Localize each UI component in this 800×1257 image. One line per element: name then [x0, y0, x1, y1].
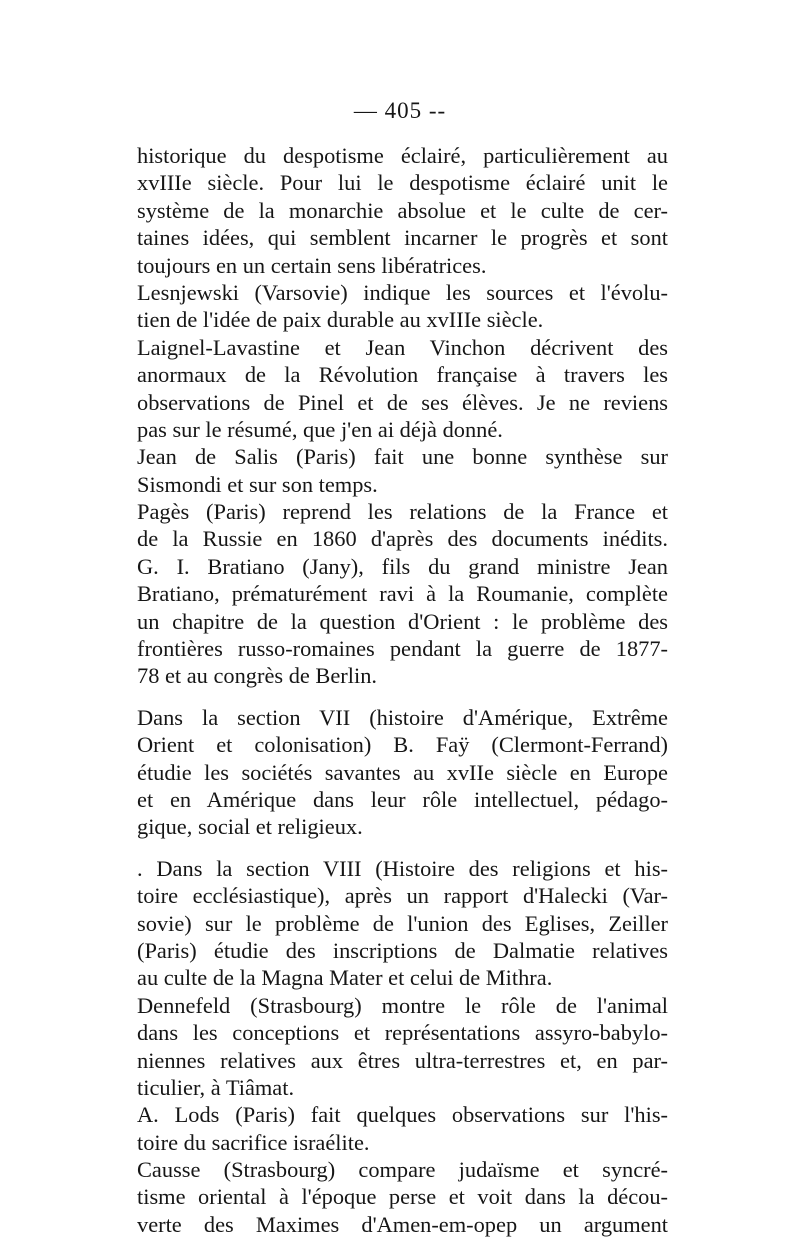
text-line: gique, social et religieux. — [137, 814, 363, 840]
text-line: frontières russo-romaines pendant la guerre de 1877- — [137, 636, 668, 662]
text-line: et en Amérique dans leur rôle intellectuel, pédago- — [137, 786, 668, 812]
text-line: pas sur le résumé, que j'en ai déjà donné. — [137, 416, 503, 442]
text-line: historique du despotisme éclairé, particulièrement au — [137, 143, 668, 168]
text-line: anormaux de la Révolution française à travers les — [137, 362, 668, 388]
text-line: un chapitre de la question d'Orient : le problème des — [137, 608, 668, 634]
text-line: Dans la section VII (histoire d'Amérique, Extrême — [137, 704, 668, 730]
text-line: Causse (Strasbourg) compare judaïsme et syncré- — [137, 1157, 668, 1183]
text-line: au culte de la Magna Mater et celui de Mithra. — [137, 965, 553, 991]
text-line: Pagès (Paris) reprend les relations de la France et — [137, 499, 668, 525]
text-line: toire ecclésiastique), après un rapport d'Halecki (Var- — [137, 883, 668, 909]
text-line: toire du sacrifice israélite. — [137, 1129, 370, 1155]
text-line: xvIIIe siècle. Pour lui le despotisme éclairé unit le — [137, 170, 668, 196]
text-line: 78 et au congrès de Berlin. — [137, 663, 377, 689]
page-number: — 405 -- — [353, 98, 447, 123]
text-line: ticulier, à Tiâmat. — [137, 1074, 295, 1100]
text-line: tien de l'idée de paix durable au xvIIIe siècle. — [137, 307, 544, 333]
text-line: étudie les sociétés savantes au xvIIe siècle en Europe — [137, 759, 668, 785]
text-line: Lesnjewski (Varsovie) indique les sources et l'évolu- — [137, 279, 668, 305]
text-line: Jean de Salis (Paris) fait une bonne synthèse sur — [137, 444, 668, 470]
text-line: système de la monarchie absolue et le culte de cer- — [137, 197, 668, 223]
text-line: Dennefeld (Strasbourg) montre le rôle de l'animal — [137, 992, 668, 1018]
text-line: Sismondi et sur son temps. — [137, 471, 378, 497]
text-line: Laignel-Lavastine et Jean Vinchon décrivent des — [137, 334, 668, 360]
text-line: observations de Pinel et de ses élèves. Je ne reviens — [137, 389, 668, 415]
text-line: toujours en un certain sens libératrices. — [137, 252, 487, 278]
text-line: (Paris) étudie des inscriptions de Dalmatie relatives — [137, 937, 668, 963]
text-line: verte des Maximes d'Amen-em-opep un argument — [137, 1211, 668, 1237]
text-line: Bratiano, prématurément ravi à la Roumanie, complète — [137, 581, 668, 607]
text-line: tisme oriental à l'époque perse et voit dans la décou- — [137, 1184, 668, 1210]
text-line: dans les conceptions et représentations assyro-babylo- — [137, 1020, 668, 1046]
text-line: G. I. Bratiano (Jany), fils du grand ministre Jean — [137, 553, 668, 579]
text-line: de la Russie en 1860 d'après des documents inédits. — [137, 526, 668, 552]
body-text — [137, 142, 668, 1238]
text-line: A. Lods (Paris) fait quelques observations sur l'his- — [137, 1102, 668, 1128]
text-line: . Dans la section VIII (Histoire des religions et his- — [137, 855, 668, 881]
text-line: niennes relatives aux êtres ultra-terrestres et, en par- — [137, 1047, 668, 1073]
text-line: Orient et colonisation) B. Faÿ (Clermont-Ferrand) — [137, 732, 668, 758]
text-line: taines idées, qui semblent incarner le progrès et sont — [137, 225, 668, 251]
text-line: sovie) sur le problème de l'union des Eglises, Zeiller — [137, 910, 668, 936]
